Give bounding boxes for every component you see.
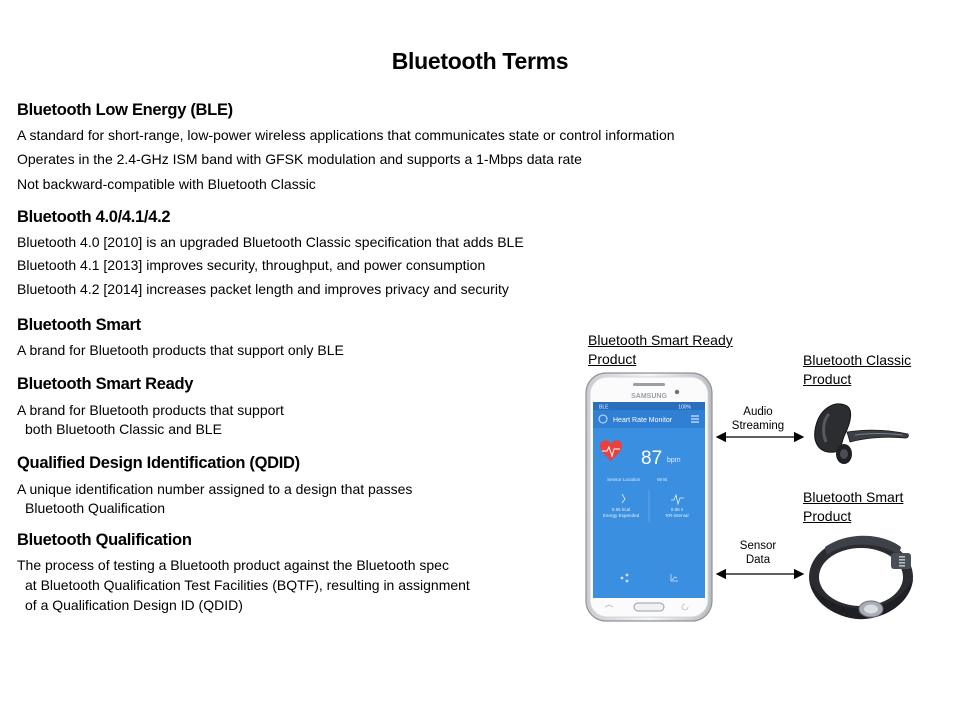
heading-qdid: Qualified Design Identification (QDID) (17, 454, 300, 472)
smart-line-1: A brand for Bluetooth products that support only BLE (17, 342, 344, 358)
smart-ready-line-1: A brand for Bluetooth products that support (17, 402, 284, 418)
heading-versions: Bluetooth 4.0/4.1/4.2 (17, 208, 171, 226)
wristband-image (805, 525, 917, 625)
versions-line-3: Bluetooth 4.2 [2014] increases packet length and improves privacy and security (17, 281, 509, 297)
connection-arrows (714, 430, 806, 580)
heading-ble: Bluetooth Low Energy (BLE) (17, 101, 233, 119)
audio-streaming-label: Audio Streaming (731, 406, 785, 432)
svg-text:0.65 s: 0.65 s (670, 507, 684, 512)
svg-text:RR-interval: RR-interval (665, 513, 689, 518)
svg-text:Sensor Location: Sensor Location (607, 477, 641, 482)
svg-text:0.65 kcal: 0.65 kcal (611, 507, 631, 512)
page-title: Bluetooth Terms (391, 48, 569, 74)
bpm-value: 87 (641, 448, 663, 469)
ble-line-1: A standard for short-range, low-power wireless applications that communicates state or control information (17, 127, 675, 143)
svg-text:Wrist: Wrist (657, 477, 668, 482)
phone-brand: SAMSUNG (631, 393, 667, 400)
qualification-line-1: The process of testing a Bluetooth product against the Bluetooth spec (17, 557, 449, 573)
svg-text:BLE: BLE (599, 404, 609, 411)
ble-line-3: Not backward-compatible with Bluetooth Classic (17, 176, 316, 192)
qdid-line-2: Bluetooth Qualification (25, 500, 166, 516)
smartphone-image (585, 372, 713, 622)
headset-image (805, 392, 915, 477)
qualification-line-3: of a Qualification Design ID (QDID) (25, 597, 243, 613)
svg-text:Energy Expended: Energy Expended (602, 513, 640, 518)
svg-text:100%: 100% (678, 404, 691, 411)
heading-smart-ready: Bluetooth Smart Ready (17, 375, 194, 393)
smart-ready-caption: Bluetooth Smart Ready Product (588, 332, 733, 367)
sensor-data-label: Sensor Data (739, 540, 777, 566)
heading-smart: Bluetooth Smart (17, 316, 141, 334)
qualification-line-2: at Bluetooth Qualification Test Facilities (BQTF), resulting in assignment (25, 577, 470, 593)
smart-caption: Bluetooth Smart Product (803, 489, 904, 524)
app-title: Heart Rate Monitor (613, 417, 673, 424)
bpm-unit: bpm (667, 457, 681, 464)
qdid-line-1: A unique identification number assigned to a design that passes (17, 481, 413, 497)
heading-qualification: Bluetooth Qualification (17, 531, 192, 549)
ble-line-2: Operates in the 2.4-GHz ISM band with GFSK modulation and supports a 1-Mbps data rate (17, 151, 582, 167)
versions-line-1: Bluetooth 4.0 [2010] is an upgraded Bluetooth Classic specification that adds BLE (17, 234, 524, 250)
smart-ready-line-2: both Bluetooth Classic and BLE (25, 421, 222, 437)
classic-caption: Bluetooth Classic Product (803, 352, 912, 387)
versions-line-2: Bluetooth 4.1 [2013] improves security, throughput, and power consumption (17, 257, 486, 273)
